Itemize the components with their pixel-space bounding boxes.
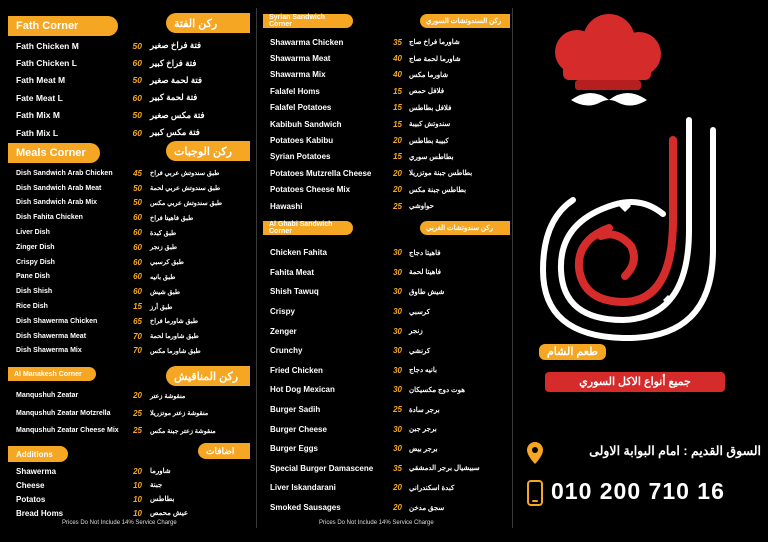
list-item: Manqushuh Zeatar Cheese Mix 25 — [16, 426, 142, 436]
list-item: Fate Meat L 60 — [16, 92, 142, 103]
list-item: Hawashi 25 — [270, 201, 402, 211]
list-item: منقوشة زعتر جبنة مكس — [150, 427, 216, 435]
brand-logo — [513, 0, 768, 345]
list-item: Falafel Potatoes 15 — [270, 103, 402, 113]
list-item: Dish Sandwich Arab Chicken 45 — [16, 168, 142, 178]
list-item: Dish Shish 60 — [16, 287, 142, 297]
list-item: هوت دوج مكسيكان — [409, 386, 465, 394]
tagline-badge: طعم الشام — [539, 344, 606, 360]
location-pin-icon — [527, 442, 543, 464]
section-header-meals-ar: ركن الوجبات — [166, 141, 250, 161]
section-header-fath-corner: Fath Corner — [8, 16, 118, 36]
fath-list — [16, 37, 142, 141]
section-header-syrian-ar: ركن السندوتشات السوري — [420, 14, 510, 28]
list-item: طبق بانيه — [150, 273, 176, 281]
list-item: فتة لحمة كبير — [150, 92, 198, 103]
list-item: شاورما — [150, 468, 171, 475]
list-item: Manqushuh Zeatar 20 — [16, 391, 142, 401]
list-item: منقوشة زعتر — [150, 392, 186, 400]
list-item: Crispy 30 — [270, 307, 402, 317]
list-item: فتة مكس كبير — [150, 127, 200, 138]
list-item: Liver Iskandarani 20 — [270, 483, 402, 493]
list-item: بطاطس سوري — [409, 153, 454, 161]
syrian-list — [270, 34, 402, 214]
section-header-manakesh-ar: ركن المناقيش — [166, 366, 250, 386]
list-item: Kabibuh Sandwich 15 — [270, 119, 402, 129]
list-item: كرسبي — [409, 308, 431, 316]
additions-list-ar — [150, 464, 246, 520]
section-header-additions: Additions — [8, 446, 68, 462]
list-item: Potatoes Kabibu 20 — [270, 136, 402, 146]
list-item: Fath Mix L 60 — [16, 127, 142, 138]
list-item: Bread Homs 10 — [16, 508, 142, 518]
list-item: Dish Fahita Chicken 60 — [16, 213, 142, 223]
list-item: طبق شاورما فراخ — [150, 318, 199, 326]
list-item: طبق كرسبي — [150, 259, 184, 267]
list-item: Zenger 30 — [270, 326, 402, 336]
list-item: شاورما مكس — [409, 71, 449, 79]
list-item: بطاطس — [150, 496, 175, 503]
section-header-gharbi-ar: ركن سندوتشات الغربي — [420, 221, 510, 235]
list-item: Fath Meat M 50 — [16, 75, 142, 86]
list-item: Crunchy 30 — [270, 346, 402, 356]
list-item: Dish Shawerma Chicken 65 — [16, 316, 142, 326]
list-item: فاهيتا دجاج — [409, 249, 441, 257]
list-item: Potatos 10 — [16, 494, 142, 504]
address-text: السوق القديم : امام البوابة الاولى — [589, 444, 761, 458]
list-item: شاورما لحمة صاج — [409, 55, 461, 63]
meals-list — [16, 166, 142, 358]
list-item: جبنة — [150, 482, 163, 489]
list-item: Special Burger Damascene 35 — [270, 463, 402, 473]
list-item: Dish Shawerma Meat 70 — [16, 331, 142, 341]
list-item: Potatoes Cheese Mix 20 — [270, 185, 402, 195]
list-item: عيش محمص — [150, 510, 189, 517]
list-item: Fried Chicken 30 — [270, 365, 402, 375]
list-item: Rice Dish 15 — [16, 302, 142, 312]
list-item: بطاطس جبنة موتزريلا — [409, 170, 473, 178]
list-item: طبق زنجر — [150, 244, 178, 252]
gharbi-list-ar — [409, 243, 505, 517]
list-item: Dish Shawerma Mix 70 — [16, 346, 142, 356]
section-header-additions-ar: اضافات — [198, 443, 250, 459]
list-item: فتة مكس صغير — [150, 109, 205, 120]
panel-sandwiches — [257, 0, 512, 542]
list-item: فاهيتا لحمة — [409, 269, 441, 277]
list-item: Fath Chicken L 60 — [16, 58, 142, 69]
service-charge-note: Prices Do Not Include 14% Service Charge — [319, 520, 434, 526]
meals-list-ar — [150, 166, 246, 358]
list-item: برجر سادة — [409, 406, 440, 414]
section-header-fath-ar: ركن الفتة — [166, 13, 250, 33]
list-item: Shawarma Chicken 35 — [270, 37, 402, 47]
manakesh-list — [16, 387, 142, 440]
list-item: منقوشة زعتر موتزريلا — [150, 410, 209, 418]
list-item: Fath Mix M 50 — [16, 110, 142, 121]
list-item: Fahita Meat 30 — [270, 267, 402, 277]
list-item: Shawarma Meat 40 — [270, 54, 402, 64]
list-item: طبق شاورما مكس — [150, 347, 201, 355]
list-item: Manqushuh Zeatar Motzrella 25 — [16, 408, 142, 418]
list-item: Hot Dog Mexican 30 — [270, 385, 402, 395]
list-item: Shawarma Mix 40 — [270, 70, 402, 80]
mobile-phone-icon — [527, 480, 543, 506]
syrian-list-ar — [409, 34, 505, 214]
list-item: طبق شاورما لحمة — [150, 333, 199, 341]
additions-list — [16, 464, 142, 520]
section-header-meals-corner: Meals Corner — [8, 143, 100, 163]
service-charge-note: Prices Do Not Include 14% Service Charge — [62, 520, 177, 526]
slogan-ribbon: جميع أنواع الاكل السوري — [545, 372, 725, 392]
list-item: شاورما فراخ صاج — [409, 39, 460, 47]
list-item: Dish Sandwich Arab Meat 50 — [16, 183, 142, 193]
list-item: برجر جبن — [409, 426, 437, 434]
list-item: طبق أرز — [150, 303, 173, 311]
list-item: طبق كبدة — [150, 229, 177, 237]
list-item: Shawerma 20 — [16, 466, 142, 476]
manakesh-list-ar — [150, 387, 246, 440]
list-item: Dish Sandwich Arab Mix 50 — [16, 198, 142, 208]
list-item: Burger Eggs 30 — [270, 444, 402, 454]
list-item: برجر بيض — [409, 445, 438, 453]
list-item: Liver Dish 60 — [16, 228, 142, 238]
list-item: Shish Tawuq 30 — [270, 287, 402, 297]
list-item: Burger Cheese 30 — [270, 424, 402, 434]
list-item: طبق سندوتش عربي لحمة — [150, 185, 221, 193]
list-item: طبق فاهيتا فراخ — [150, 214, 194, 222]
list-item: Syrian Potatoes 15 — [270, 152, 402, 162]
list-item: سبيشيال برجر الدمشقي — [409, 465, 480, 473]
panel-brand — [513, 0, 768, 542]
list-item: سندوتش كبيبة — [409, 121, 451, 129]
list-item: Potatoes Mutzrella Cheese 20 — [270, 168, 402, 178]
list-item: Pane Dish 60 — [16, 272, 142, 282]
gharbi-list — [270, 243, 402, 517]
section-header-syrian-sandwich: Syrian Sandwich Corner — [263, 14, 353, 28]
list-item: فتة فراخ كبير — [150, 57, 197, 68]
fath-list-ar — [150, 37, 246, 141]
list-item: Burger Sadih 25 — [270, 405, 402, 415]
list-item: كرنشي — [409, 347, 431, 355]
list-item: Zinger Dish 60 — [16, 242, 142, 252]
list-item: طبق سندوتش عربي فراخ — [150, 170, 220, 178]
list-item: بانيه دجاج — [409, 367, 437, 375]
chef-hat-icon — [555, 14, 661, 90]
panel-meals — [0, 0, 256, 542]
list-item: Fath Chicken M 50 — [16, 40, 142, 51]
section-header-gharbi-sandwich: Al Ghabi Sandwich Corner — [263, 221, 353, 235]
list-item: شيش طاوق — [409, 288, 445, 296]
list-item: فتة لحمة صغير — [150, 74, 203, 85]
list-item: سجق مدخن — [409, 504, 445, 512]
list-item: Crispy Dish 60 — [16, 257, 142, 267]
list-item: كبدة اسكندراني — [409, 484, 455, 492]
list-item: بطاطس جبنة مكس — [409, 186, 467, 194]
list-item: زنجر — [409, 328, 423, 336]
list-item: Chicken Fahita 30 — [270, 248, 402, 258]
section-header-manakesh-corner: Al Manakesh Corner — [8, 367, 96, 381]
list-item: طبق سندوتش عربي مكس — [150, 199, 223, 207]
list-item: فلافل حمص — [409, 88, 445, 96]
logo-calligraphy-accent — [579, 140, 673, 302]
list-item: طبق شيش — [150, 288, 181, 296]
list-item: Smoked Sausages 20 — [270, 503, 402, 513]
mustache-icon — [571, 93, 647, 106]
list-item: Falafel Homs 15 — [270, 86, 402, 96]
list-item: Cheese 10 — [16, 480, 142, 490]
list-item: حواوشي — [409, 203, 434, 211]
list-item: كبيبة بطاطس — [409, 137, 449, 145]
list-item: فتة فراخ صغير — [150, 40, 202, 51]
list-item: فلافل بطاطس — [409, 104, 452, 112]
phone-number[interactable]: 010 200 710 16 — [551, 478, 725, 504]
